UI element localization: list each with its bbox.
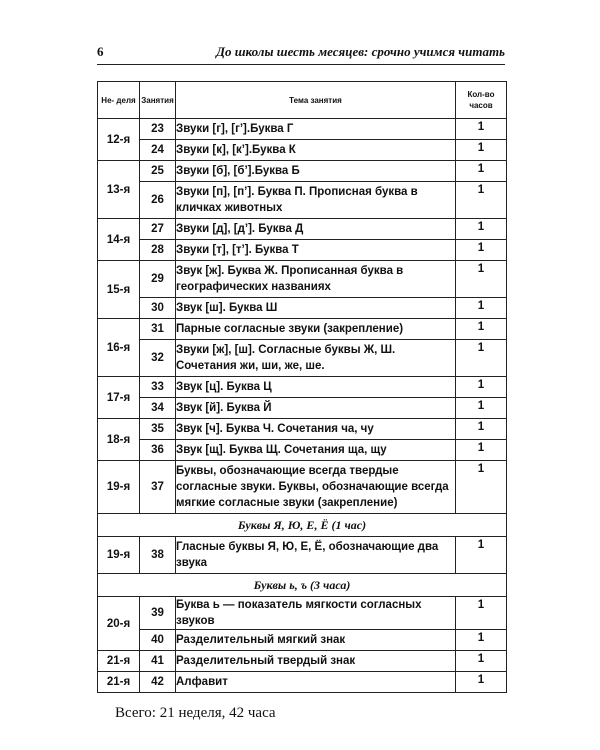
hours-cell: 1 xyxy=(456,261,507,298)
lesson-number-cell: 26 xyxy=(140,182,176,219)
topic-cell: Звуки [к], [к’].Буква К xyxy=(176,140,456,161)
page-number: 6 xyxy=(97,44,104,59)
week-cell: 21-я xyxy=(98,651,140,672)
lesson-number-cell: 36 xyxy=(140,440,176,461)
table-row xyxy=(98,461,507,514)
table-row xyxy=(98,240,507,261)
topic-cell: Звуки [ж], [ш]. Согласные буквы Ж, Ш. Сочетания жи, ши, же, ше. xyxy=(176,340,456,377)
lesson-number-cell: 33 xyxy=(140,377,176,398)
lesson-number-cell: 23 xyxy=(140,119,176,140)
hours-cell: 1 xyxy=(456,240,507,261)
topic-cell: Буквы, обозначающие всегда твердые согласные звуки. Буквы, обозначающие всегда мягкие согласные звуки (закрепление) xyxy=(176,461,456,514)
topic-cell: Звуки [т], [т’]. Буква Т xyxy=(176,240,456,261)
lesson-number-cell: 24 xyxy=(140,140,176,161)
topic-cell: Звуки [б], [б’].Буква Б xyxy=(176,161,456,182)
topic-cell: Звук [ж]. Буква Ж. Прописанная буква в географических названиях xyxy=(176,261,456,298)
table-row xyxy=(98,672,507,693)
hours-cell: 1 xyxy=(456,140,507,161)
topic-cell: Разделительный твердый знак xyxy=(176,651,456,672)
topic-cell: Разделительный мягкий знак xyxy=(176,630,456,651)
lesson-number-cell: 35 xyxy=(140,419,176,440)
table-row xyxy=(98,630,507,651)
lesson-number-cell: 42 xyxy=(140,672,176,693)
lesson-number-cell: 28 xyxy=(140,240,176,261)
table-row xyxy=(98,377,507,398)
week-cell: 12-я xyxy=(98,119,140,161)
hours-cell: 1 xyxy=(456,419,507,440)
week-cell: 19-я xyxy=(98,461,140,514)
table-row xyxy=(98,419,507,440)
table-row xyxy=(98,140,507,161)
topic-cell: Гласные буквы Я, Ю, Е, Ё, обозначающие два звука xyxy=(176,537,456,574)
hours-cell: 1 xyxy=(456,440,507,461)
week-cell: 16-я xyxy=(98,319,140,377)
table-row xyxy=(98,340,507,377)
topic-cell: Звуки [п], [п’]. Буква П. Прописная буква в кличках животных xyxy=(176,182,456,219)
lesson-number-cell: 37 xyxy=(140,461,176,514)
section-heading: Буквы ь, ъ (3 часа) xyxy=(98,574,507,597)
topic-cell: Звуки [г], [г’].Буква Г xyxy=(176,119,456,140)
column-header-week: Не- деля xyxy=(98,82,140,119)
column-header-lesson: Занятия xyxy=(140,82,176,119)
total-summary: Всего: 21 неделя, 42 часа xyxy=(115,705,276,721)
table-row xyxy=(98,537,507,574)
column-header-topic: Тема занятия xyxy=(176,82,456,119)
lesson-number-cell: 41 xyxy=(140,651,176,672)
hours-cell: 1 xyxy=(456,161,507,182)
lesson-number-cell: 34 xyxy=(140,398,176,419)
week-cell: 18-я xyxy=(98,419,140,461)
week-cell: 19-я xyxy=(98,537,140,574)
table-row xyxy=(98,597,507,630)
topic-cell: Буква ь — показатель мягкости согласных звуков xyxy=(176,597,456,630)
table-row xyxy=(98,298,507,319)
hours-cell: 1 xyxy=(456,377,507,398)
running-title: До школы шесть месяцев: срочно учимся читать xyxy=(216,44,505,59)
lesson-number-cell: 39 xyxy=(140,597,176,630)
hours-cell: 1 xyxy=(456,319,507,340)
hours-cell: 1 xyxy=(456,672,507,693)
week-cell: 15-я xyxy=(98,261,140,319)
week-cell: 21-я xyxy=(98,672,140,693)
section-heading: Буквы Я, Ю, Е, Ё (1 час) xyxy=(98,514,507,537)
topic-cell: Звук [ч]. Буква Ч. Сочетания ча, чу xyxy=(176,419,456,440)
hours-cell: 1 xyxy=(456,461,507,514)
topic-cell: Звук [ц]. Буква Ц xyxy=(176,377,456,398)
table-row xyxy=(98,161,507,182)
hours-cell: 1 xyxy=(456,298,507,319)
column-header-hours: Кол-во часов xyxy=(456,82,507,119)
hours-cell: 1 xyxy=(456,340,507,377)
table-row xyxy=(98,398,507,419)
lesson-number-cell: 27 xyxy=(140,219,176,240)
lesson-number-cell: 40 xyxy=(140,630,176,651)
topic-cell: Звук [щ]. Буква Щ. Сочетания ща, щу xyxy=(176,440,456,461)
table-row xyxy=(98,261,507,298)
lesson-number-cell: 32 xyxy=(140,340,176,377)
schedule-table xyxy=(97,81,507,693)
topic-cell: Алфавит xyxy=(176,672,456,693)
table-row xyxy=(98,219,507,240)
topic-cell: Звук [ш]. Буква Ш xyxy=(176,298,456,319)
topic-cell: Звук [й]. Буква Й xyxy=(176,398,456,419)
week-cell: 13-я xyxy=(98,161,140,219)
hours-cell: 1 xyxy=(456,630,507,651)
table-row xyxy=(98,319,507,340)
topic-cell: Парные согласные звуки (закрепление) xyxy=(176,319,456,340)
table-row xyxy=(98,182,507,219)
week-cell: 20-я xyxy=(98,597,140,651)
hours-cell: 1 xyxy=(456,398,507,419)
hours-cell: 1 xyxy=(456,182,507,219)
lesson-number-cell: 31 xyxy=(140,319,176,340)
table-header-row xyxy=(98,82,507,119)
lesson-number-cell: 38 xyxy=(140,537,176,574)
table-row xyxy=(98,440,507,461)
lesson-number-cell: 30 xyxy=(140,298,176,319)
section-row xyxy=(98,514,507,537)
week-cell: 14-я xyxy=(98,219,140,261)
table-row xyxy=(98,651,507,672)
lesson-number-cell: 29 xyxy=(140,261,176,298)
hours-cell: 1 xyxy=(456,219,507,240)
topic-cell: Звуки [д], [д’]. Буква Д xyxy=(176,219,456,240)
hours-cell: 1 xyxy=(456,597,507,630)
hours-cell: 1 xyxy=(456,537,507,574)
section-row xyxy=(98,574,507,597)
table-row xyxy=(98,119,507,140)
lesson-number-cell: 25 xyxy=(140,161,176,182)
page-header xyxy=(97,42,505,65)
week-cell: 17-я xyxy=(98,377,140,419)
hours-cell: 1 xyxy=(456,119,507,140)
hours-cell: 1 xyxy=(456,651,507,672)
